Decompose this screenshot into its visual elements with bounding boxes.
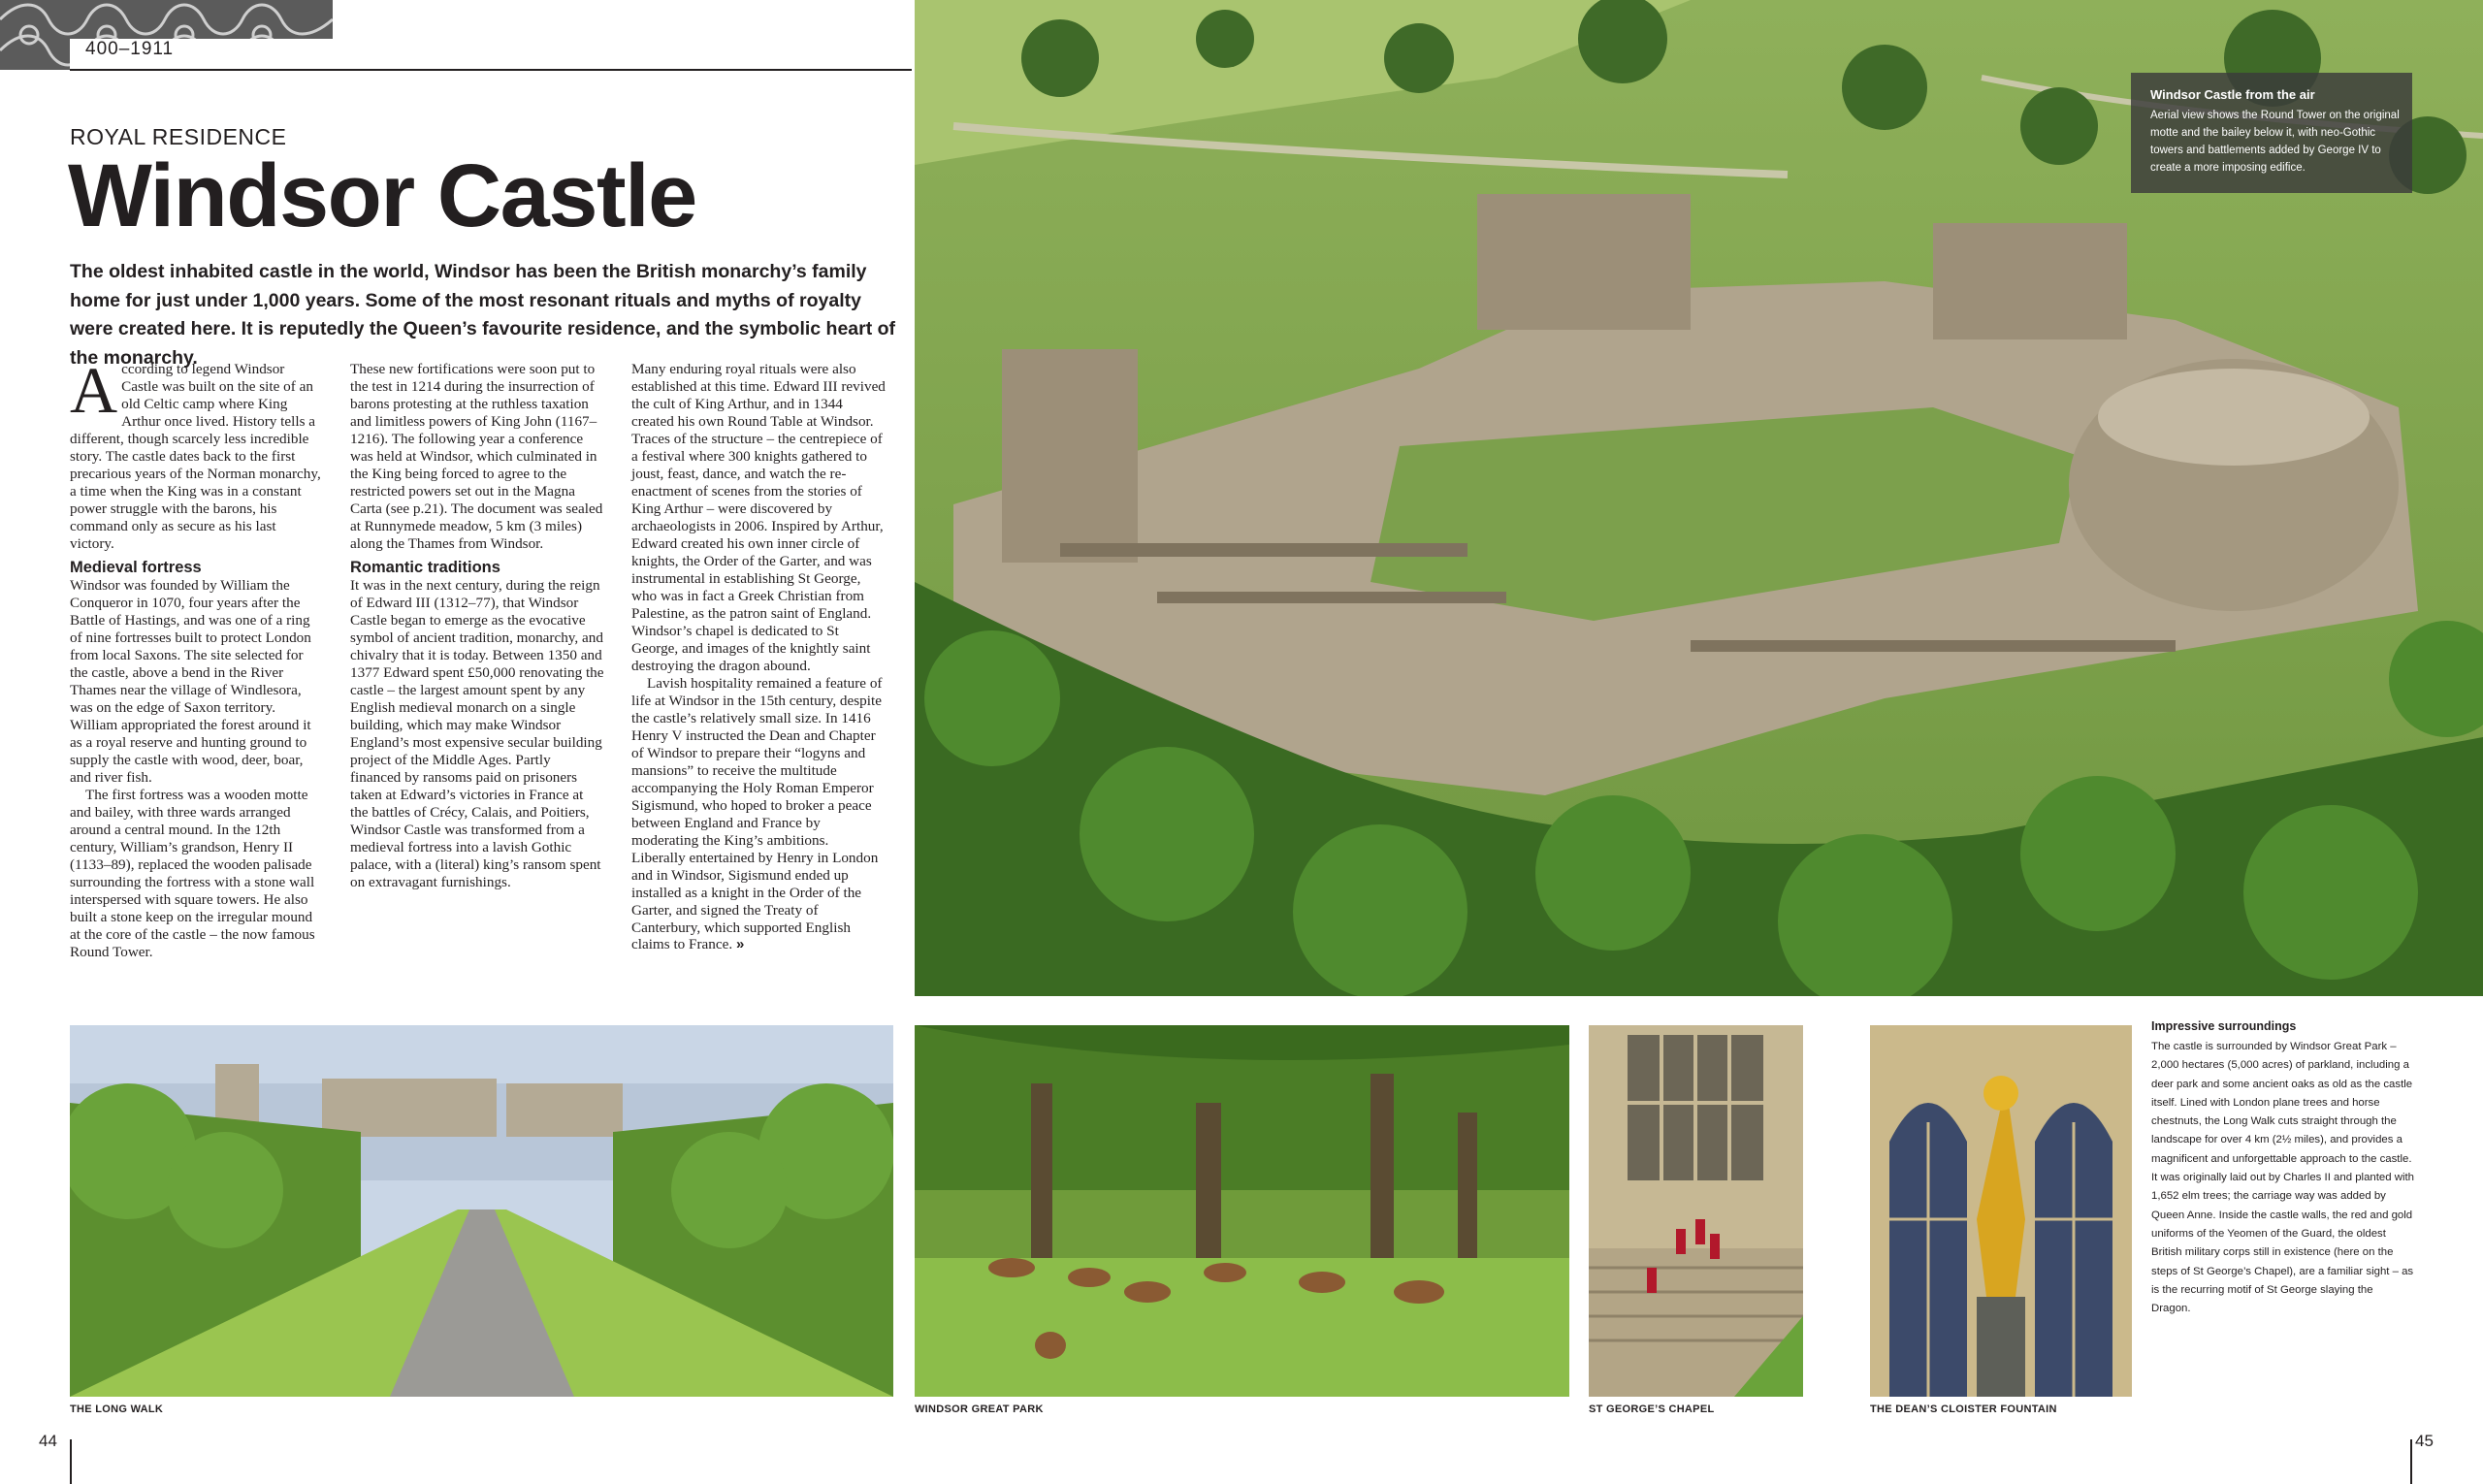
great-park-photo — [915, 1025, 1569, 1397]
body-column-2 — [350, 361, 604, 891]
page-number-left: 44 — [39, 1432, 57, 1450]
long-walk-caption: THE LONG WALK — [70, 1403, 164, 1415]
subheading-medieval-fortress: Medieval fortress — [70, 558, 202, 576]
great-park-caption: WINDSOR GREAT PARK — [915, 1403, 1044, 1415]
body-paragraph: The first fortress was a wooden motte and bailey, with three wards arranged around a central mound. In the 12th century, William’s grandson, Henry II (1133–89), replaced the wooden palisade surrounding the fortress with a stone wall interspersed with square towers. He also built a stone keep on the irregular mound at the core of the castle – the now famous Round Tower. — [70, 786, 315, 960]
lede-paragraph: The oldest inhabited castle in the world, Windsor has been the British monarchy’s family home for just under 1,000 years. Some of the most resonant rituals and myths of royalty were created here. It is reputedly the Queen’s favourite residence, and the symbolic heart of the monarchy. — [70, 261, 896, 369]
st-georges-chapel-photo — [1589, 1025, 1803, 1397]
drop-cap: A — [70, 353, 118, 427]
body-column-3 — [631, 361, 886, 953]
subheading-romantic-traditions: Romantic traditions — [350, 558, 500, 576]
long-walk-photo — [70, 1025, 893, 1397]
continue-arrow-icon: » — [735, 936, 745, 953]
page-title: Windsor Castle — [68, 146, 696, 245]
right-margin-rule — [2410, 1439, 2412, 1484]
header-rule — [70, 69, 912, 71]
aerial-caption-title: Windsor Castle from the air — [2150, 87, 2315, 102]
body-paragraph: These new fortifications were soon put to the test in 1214 during the insurrection of barons protesting at the ruthless taxation and limitless powers of King John (1167–1216). The following year a conference was held at Windsor, which culminated in the King being forced to agree to the restricted powers set out in the Magna Carta (see p.21). The document was sealed at Runnymede meadow, 5 km (3 miles) along the Thames from Windsor. — [350, 361, 603, 552]
body-paragraph: Lavish hospitality remained a feature of life at Windsor in the 15th century, despite the castle’s relatively small size. In 1416 Henry V instructed the Dean and Chapter of Windsor to prepare their “logyns and mansions” to receive the multitude accompanying the Holy Roman Emperor Sigismund, who hoped to broker a peace between England and France by moderating the King’s ambitions. Liberally entertained by Henry in London and in Windsor, Sigismund ended up installed as a knight in the Order of the Garter, and signed the Treaty of Canterbury, which supported English claims to France. » — [631, 674, 883, 953]
section-kicker: ROYAL RESIDENCE — [70, 124, 287, 149]
left-margin-rule — [70, 1439, 72, 1484]
sidebar-title: Impressive surroundings — [2151, 1019, 2297, 1033]
body-paragraph: Many enduring royal rituals were also established at this time. Edward III revived the cult of King Arthur, and in 1344 created his own Round Table at Windsor. Traces of the structure – the centrepiece of a festival where 300 knights gathered to joust, feast, dance, and watch the re-enactment of scenes from the stories of King Arthur – were discovered by archaeologists in 2006. Inspired by Arthur, Edward created his own inner circle of knights, the Order of the Garter, and was instrumental in establishing St George, who was in fact a Greek Christian from Palestine, as the patron saint of England. Windsor’s chapel is dedicated to St George, and images of the knightly saint destroying the dragon abound. — [631, 361, 886, 674]
deans-cloister-fountain-photo — [1870, 1025, 2132, 1397]
body-paragraph: Windsor was founded by William the Conqueror in 1070, four years after the Battle of Hastings, and was one of a ring of nine fortresses built to protect London from local Saxons. The site selected for the castle, above a bend in the River Thames near the village of Windlesora, was on the edge of Saxon territory. William appropriated the forest around it as a royal reserve and hunting ground to supply the castle with wood, deer, boar, and river fish. — [70, 576, 311, 786]
fountain-caption: THE DEAN’S CLOISTER FOUNTAIN — [1870, 1403, 2057, 1415]
aerial-caption-body: Aerial view shows the Round Tower on the original motte and the bailey below it, with neo-Gothic towers and battlements added by George IV to create a more imposing edifice. — [2150, 110, 2400, 174]
page-number-right: 45 — [2415, 1432, 2434, 1450]
period-label: 400–1911 — [85, 39, 175, 59]
body-paragraph: It was in the next century, during the reign of Edward III (1312–77), that Windsor Castle began to emerge as the evocative symbol of ancient tradition, monarchy, and chivalry that it is today. Between 1350 and 1377 Edward spent £50,000 renovating the castle – the largest amount spent by any English medieval monarch on a single building, which may make Windsor England’s most expensive secular building project of the Middle Ages. Partly financed by ransoms paid on prisoners taken at Edward’s victories in France at the battles of Crécy, Calais, and Poitiers, Windsor Castle was transformed from a medieval fortress into a lavish Gothic palace, with a (literal) king’s ransom spent on extravagant furnishings. — [350, 576, 604, 890]
chapel-caption: ST GEORGE’S CHAPEL — [1589, 1403, 1715, 1415]
body-column-1 — [70, 353, 324, 960]
intro-paragraph: According to legend Windsor Castle was built on the site of an old Celtic camp where King Arthur once lived. History tells a different, though scarcely less incredible story. The castle dates back to the first precarious years of the Norman monarchy, a time when the King was in a constant power struggle with the barons, his command only as secure as his last victory. — [70, 353, 321, 552]
aerial-caption-box — [2131, 73, 2412, 193]
sidebar-body: The castle is surrounded by Windsor Great Park – 2,000 hectares (5,000 acres) of parkland, including a deer park and some ancient oaks as old as the castle itself. Lined with London plane trees and horse chestnuts, the Long Walk cuts straight through the landscape for over 4 km (2½ miles), and provides a magnificent and unforgettable approach to the castle. It was originally laid out by Charles II and planted with 1,652 elm trees; the carriage way was added by Queen Anne. Inside the castle walls, the red and gold uniforms of the Yeomen of the Guard, the oldest British military corps still in existence (here on the steps of St George’s Chapel), are a familiar sight – as is the recurring motif of St George slaying the Dragon. — [2151, 1041, 2414, 1315]
